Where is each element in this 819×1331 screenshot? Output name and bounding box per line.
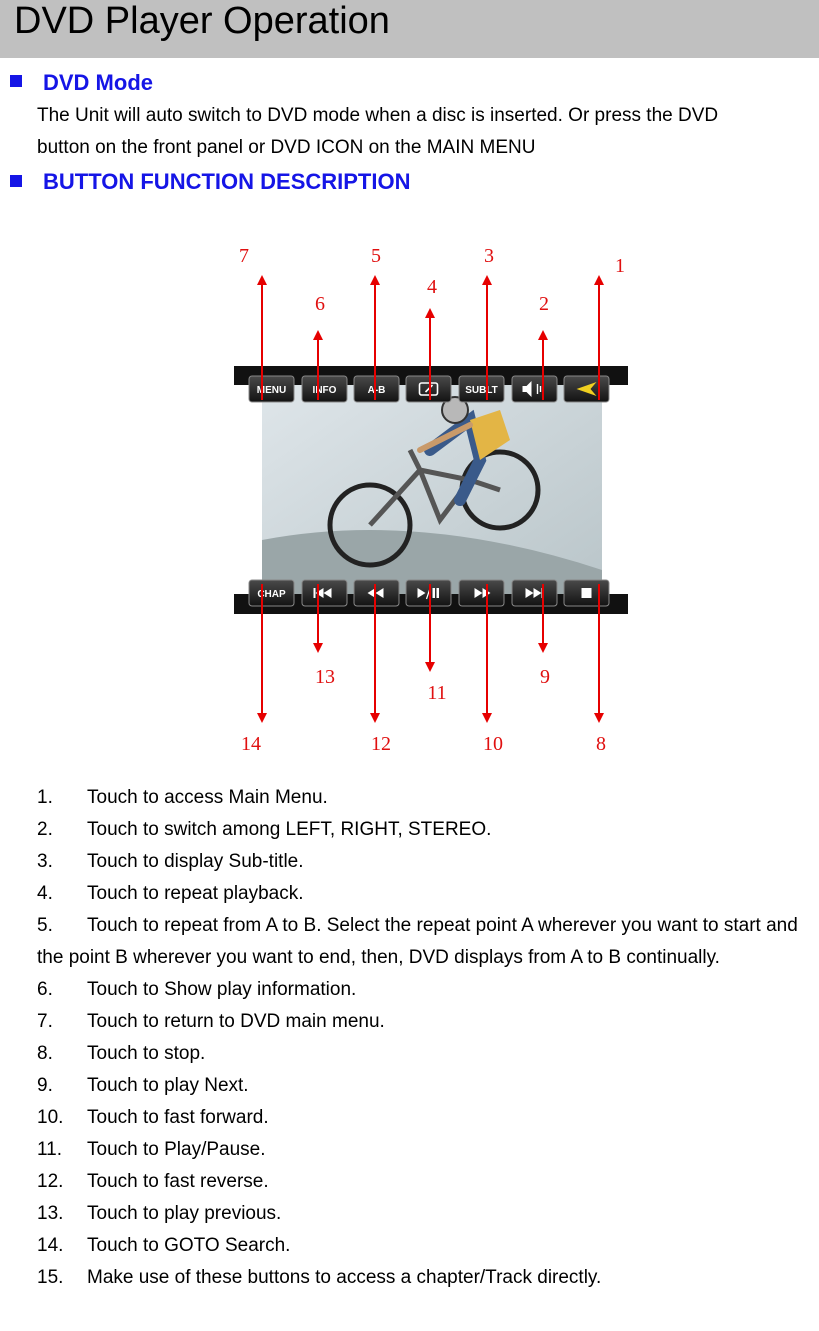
square-bullet-icon bbox=[10, 75, 22, 87]
list-item bbox=[0, 910, 819, 974]
list-item-number: 14. bbox=[37, 1235, 64, 1256]
list-item-number: 5. bbox=[37, 915, 53, 936]
list-item bbox=[0, 1166, 819, 1198]
list-item-number: 12. bbox=[37, 1171, 64, 1192]
callout-label-6: 6 bbox=[315, 293, 325, 315]
button-function-heading: BUTTON FUNCTION DESCRIPTION bbox=[43, 169, 411, 194]
list-item-number: 11. bbox=[37, 1139, 63, 1160]
callout-label-3: 3 bbox=[484, 245, 494, 267]
bottom-button-6[interactable] bbox=[512, 580, 557, 606]
button-diagram-svg bbox=[0, 210, 819, 770]
list-item bbox=[0, 814, 819, 846]
bottom-button-1[interactable] bbox=[249, 580, 294, 606]
list-item-text: Touch to GOTO Search. bbox=[87, 1235, 291, 1256]
dvd-mode-line-2: button on the front panel or DVD ICON on the MAIN MENU bbox=[37, 137, 536, 158]
list-item bbox=[0, 1006, 819, 1038]
top-button-label: SUBLT bbox=[465, 385, 498, 396]
title-bar bbox=[0, 0, 819, 58]
list-item bbox=[0, 1230, 819, 1262]
list-item-text: Touch to Show play information. bbox=[87, 979, 357, 1000]
callout-label-1: 1 bbox=[615, 255, 625, 277]
list-item-text: Touch to return to DVD main menu. bbox=[87, 1011, 385, 1032]
top-button-7[interactable] bbox=[564, 376, 609, 402]
list-item-number: 2. bbox=[37, 819, 53, 840]
list-item-text: Touch to repeat playback. bbox=[87, 883, 304, 904]
square-bullet-icon bbox=[10, 175, 22, 187]
list-item bbox=[0, 878, 819, 910]
list-item bbox=[0, 846, 819, 878]
bottom-button-2[interactable] bbox=[302, 580, 347, 606]
list-item bbox=[0, 1102, 819, 1134]
bottom-button-5[interactable] bbox=[459, 580, 504, 606]
list-item-text: Touch to access Main Menu. bbox=[87, 787, 328, 808]
top-button-label: INFO bbox=[312, 385, 337, 396]
list-item bbox=[0, 1262, 819, 1294]
bottom-button-7[interactable] bbox=[564, 580, 609, 606]
list-item-number: 4. bbox=[37, 883, 53, 904]
list-item bbox=[0, 1198, 819, 1230]
callout-label-7: 7 bbox=[239, 245, 249, 267]
list-item-text: Touch to Play/Pause. bbox=[87, 1139, 266, 1160]
top-button-label: A-B bbox=[367, 385, 386, 396]
list-item bbox=[0, 1134, 819, 1166]
top-button-1[interactable] bbox=[249, 376, 294, 402]
list-item bbox=[0, 1038, 819, 1070]
list-item-text: Touch to repeat from A to B. Select the repeat point A wherever you want to start and the point B wherever you want to end, then, DVD displays from A to B continually. bbox=[37, 915, 798, 968]
stop-icon bbox=[582, 588, 592, 598]
callout-label-12: 12 bbox=[371, 733, 391, 755]
bottom-button-label: CHAP bbox=[257, 589, 286, 600]
list-item-number: 1. bbox=[37, 787, 53, 808]
callout-label-8: 8 bbox=[596, 733, 606, 755]
list-item-number: 9. bbox=[37, 1075, 53, 1096]
list-item-text: Touch to switch among LEFT, RIGHT, STEREO. bbox=[87, 819, 492, 840]
list-item-number: 6. bbox=[37, 979, 53, 1000]
callout-label-14: 14 bbox=[241, 733, 261, 755]
list-item-text: Touch to play Next. bbox=[87, 1075, 249, 1096]
page-title: DVD Player Operation bbox=[14, 0, 390, 42]
button-diagram bbox=[0, 210, 819, 770]
list-item-text: Make use of these buttons to access a chapter/Track directly. bbox=[87, 1267, 602, 1288]
list-item-text: Touch to play previous. bbox=[87, 1203, 282, 1224]
callout-label-9: 9 bbox=[540, 666, 550, 688]
list-item-text: Touch to stop. bbox=[87, 1043, 206, 1064]
list-item-number: 13. bbox=[37, 1203, 64, 1224]
top-button-6[interactable] bbox=[512, 376, 557, 402]
callout-label-5: 5 bbox=[371, 245, 381, 267]
list-item-text: Touch to fast forward. bbox=[87, 1107, 269, 1128]
list-item-number: 3. bbox=[37, 851, 53, 872]
function-list bbox=[0, 782, 819, 1294]
top-button-2[interactable] bbox=[302, 376, 347, 402]
dvd-mode-line-1: The Unit will auto switch to DVD mode when a disc is inserted. Or press the DVD bbox=[37, 105, 719, 126]
callout-label-10: 10 bbox=[483, 733, 503, 755]
dvd-mode-heading: DVD Mode bbox=[43, 70, 153, 95]
bottom-button-3[interactable] bbox=[354, 580, 399, 606]
list-item-text: Touch to display Sub-title. bbox=[87, 851, 304, 872]
list-item-number: 7. bbox=[37, 1011, 53, 1032]
callout-label-13: 13 bbox=[315, 666, 335, 688]
callout-label-11: 11 bbox=[427, 682, 447, 704]
top-button-5[interactable] bbox=[459, 376, 504, 402]
list-item bbox=[0, 1070, 819, 1102]
list-item bbox=[0, 782, 819, 814]
top-button-3[interactable] bbox=[354, 376, 399, 402]
callout-label-4: 4 bbox=[427, 276, 437, 298]
list-item bbox=[0, 974, 819, 1006]
callout-label-2: 2 bbox=[539, 293, 549, 315]
list-item-text: Touch to fast reverse. bbox=[87, 1171, 269, 1192]
bottom-button-4[interactable] bbox=[406, 580, 451, 606]
list-item-number: 8. bbox=[37, 1043, 53, 1064]
list-item-number: 10. bbox=[37, 1107, 64, 1128]
top-button-label: MENU bbox=[256, 385, 287, 396]
top-button-4[interactable] bbox=[406, 376, 451, 402]
list-item-number: 15. bbox=[37, 1267, 64, 1288]
